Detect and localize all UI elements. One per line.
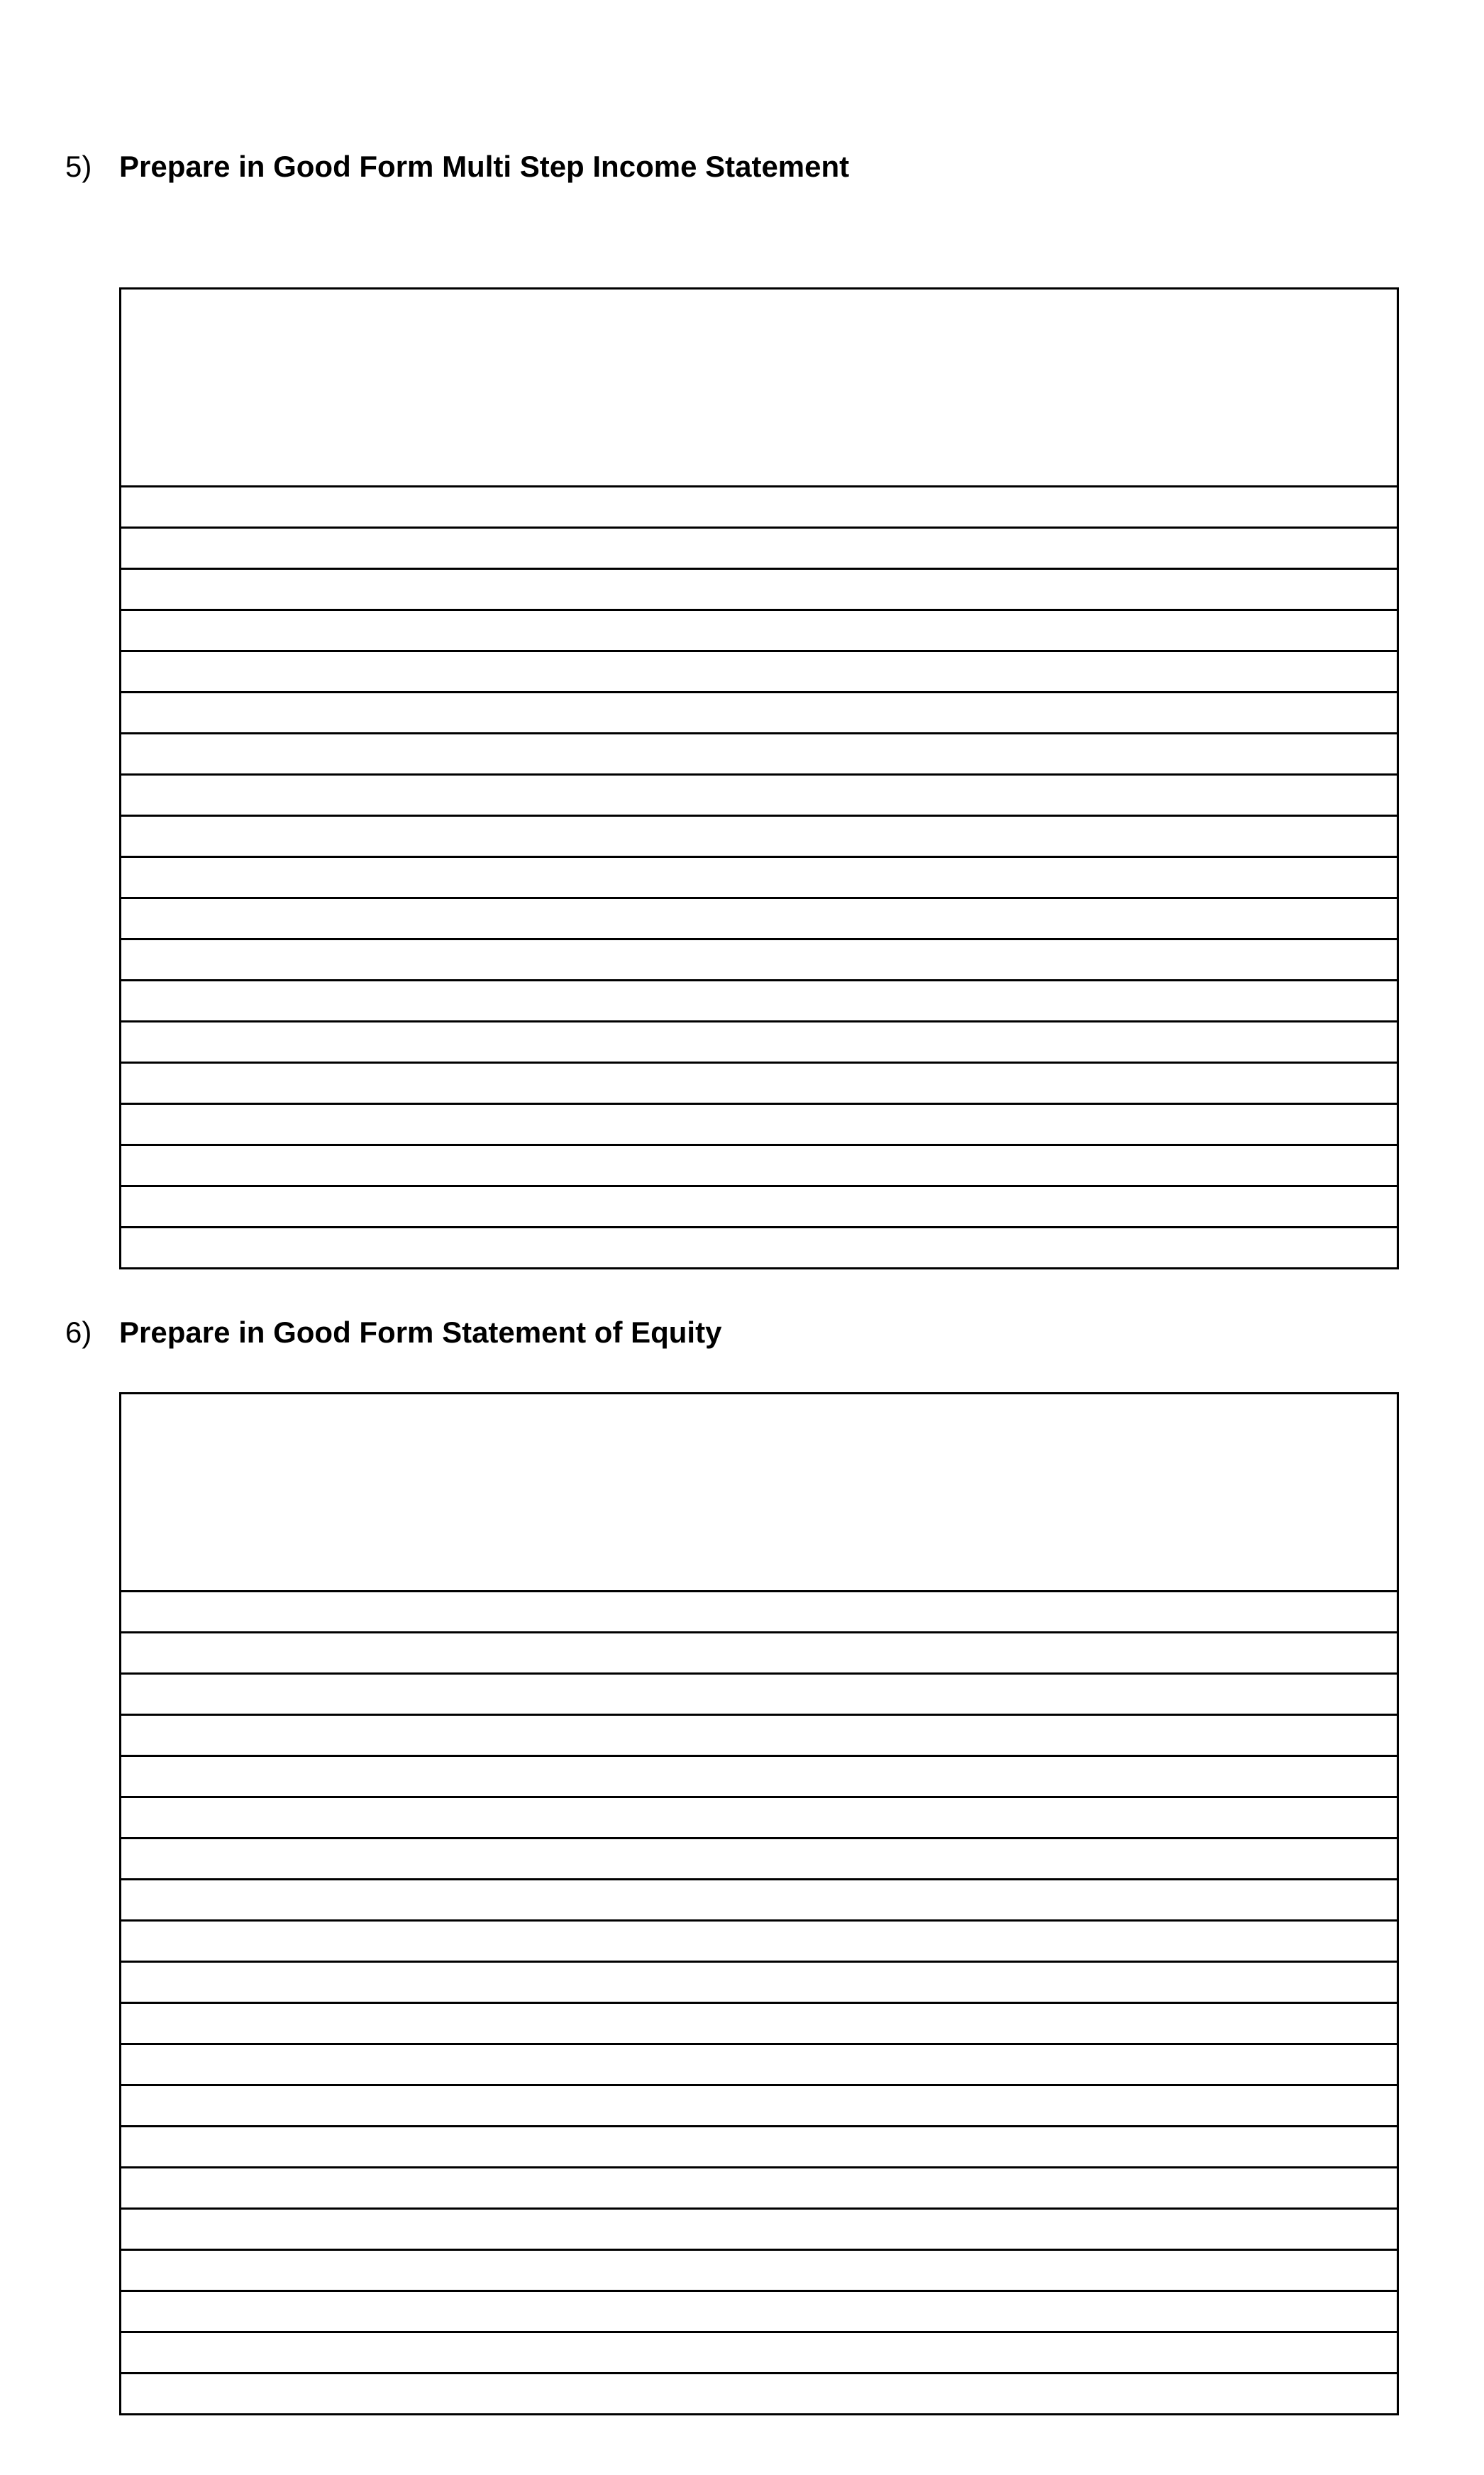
answer-line[interactable] xyxy=(121,940,1397,981)
answer-line[interactable] xyxy=(121,1633,1397,1675)
question-number: 5) xyxy=(65,150,92,183)
answer-line[interactable] xyxy=(121,693,1397,734)
answer-lines xyxy=(121,487,1397,1267)
answer-line[interactable] xyxy=(121,734,1397,776)
answer-line[interactable] xyxy=(121,1064,1397,1105)
statement-heading-area[interactable] xyxy=(121,290,1397,487)
answer-line[interactable] xyxy=(121,1880,1397,1922)
answer-line[interactable] xyxy=(121,899,1397,940)
answer-line[interactable] xyxy=(121,1228,1397,1267)
question-title: Prepare in Good Form Statement of Equity xyxy=(119,1316,722,1349)
question-number: 6) xyxy=(65,1316,92,1349)
answer-line[interactable] xyxy=(121,1798,1397,1839)
answer-line[interactable] xyxy=(121,2127,1397,2168)
answer-line[interactable] xyxy=(121,2333,1397,2374)
answer-line[interactable] xyxy=(121,858,1397,899)
question-6-heading xyxy=(65,1318,721,1347)
answer-line[interactable] xyxy=(121,529,1397,570)
answer-line[interactable] xyxy=(121,1146,1397,1187)
answer-line[interactable] xyxy=(121,1922,1397,1963)
answer-line[interactable] xyxy=(121,2004,1397,2045)
answer-line[interactable] xyxy=(121,1022,1397,1064)
answer-line[interactable] xyxy=(121,1716,1397,1757)
question-5-heading xyxy=(65,152,849,182)
answer-line[interactable] xyxy=(121,1963,1397,2004)
answer-lines xyxy=(121,1592,1397,2413)
answer-line[interactable] xyxy=(121,611,1397,652)
answer-line[interactable] xyxy=(121,1757,1397,1798)
answer-line[interactable] xyxy=(121,1105,1397,1146)
answer-line[interactable] xyxy=(121,1839,1397,1880)
answer-line[interactable] xyxy=(121,1675,1397,1716)
answer-line[interactable] xyxy=(121,1187,1397,1228)
answer-line[interactable] xyxy=(121,2251,1397,2292)
answer-line[interactable] xyxy=(121,776,1397,817)
equity-statement-answer-box xyxy=(119,1392,1399,2415)
answer-line[interactable] xyxy=(121,2168,1397,2210)
answer-line[interactable] xyxy=(121,2292,1397,2333)
question-title: Prepare in Good Form Multi Step Income Statement xyxy=(119,150,850,183)
answer-line[interactable] xyxy=(121,2086,1397,2127)
answer-line[interactable] xyxy=(121,570,1397,611)
answer-line[interactable] xyxy=(121,487,1397,529)
answer-line[interactable] xyxy=(121,652,1397,693)
answer-line[interactable] xyxy=(121,2374,1397,2413)
answer-line[interactable] xyxy=(121,2045,1397,2086)
income-statement-answer-box xyxy=(119,287,1399,1269)
answer-line[interactable] xyxy=(121,2210,1397,2251)
statement-heading-area[interactable] xyxy=(121,1394,1397,1592)
answer-line[interactable] xyxy=(121,1592,1397,1633)
answer-line[interactable] xyxy=(121,981,1397,1022)
answer-line[interactable] xyxy=(121,817,1397,858)
